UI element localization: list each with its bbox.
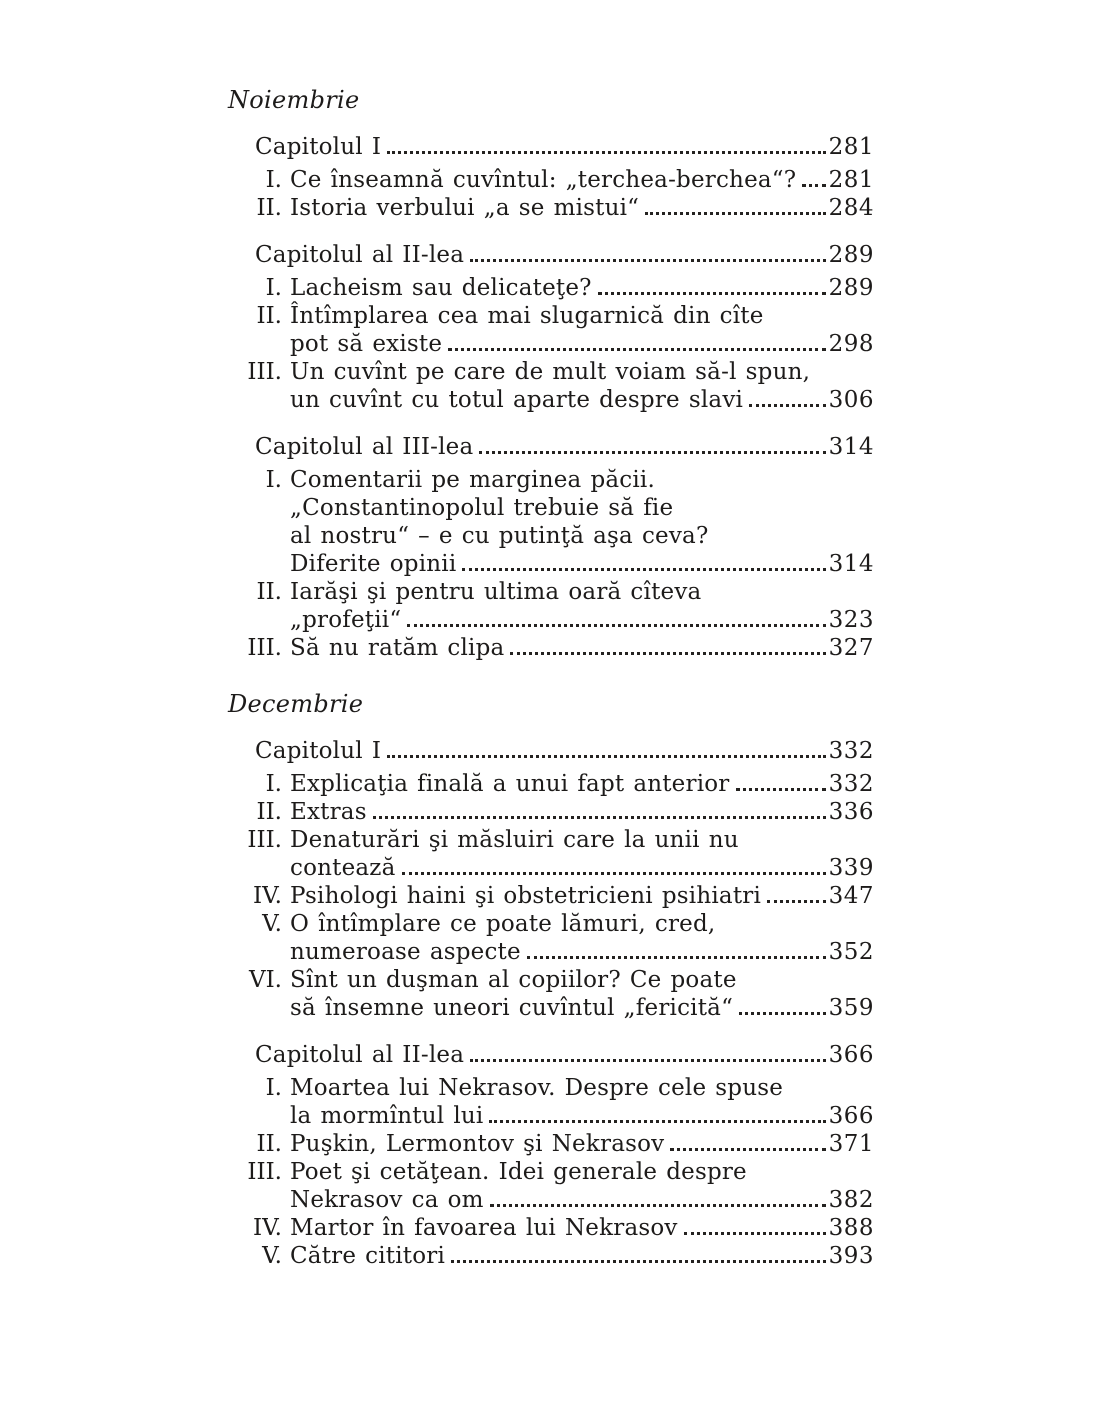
entry-numeral: I. xyxy=(265,467,282,493)
chapter-title: Capitolul al II-lea xyxy=(255,1042,465,1068)
entry-body xyxy=(290,634,874,662)
chapter-row xyxy=(255,133,874,161)
entry-body xyxy=(290,302,874,358)
entry-body xyxy=(290,578,874,634)
chapter-row xyxy=(255,241,874,269)
entry-numeral: V. xyxy=(262,1243,282,1269)
entry-body xyxy=(290,1242,874,1270)
page-number: 388 xyxy=(828,1215,874,1241)
entry-title-text: la mormîntul lui xyxy=(290,1103,484,1129)
page-number: 352 xyxy=(828,939,874,965)
entry-title-line: Poet şi cetăţean. Idei generale despre xyxy=(290,1159,747,1185)
month-heading: Decembrie xyxy=(228,690,364,718)
entry-numeral: IV. xyxy=(253,883,282,909)
entry-body xyxy=(290,882,874,910)
toc-entry xyxy=(228,1130,874,1158)
dot-leader xyxy=(749,386,826,407)
page-number: 336 xyxy=(828,799,874,825)
entry-numeral: III. xyxy=(247,359,282,385)
page-number: 323 xyxy=(828,607,874,633)
toc-entry xyxy=(228,578,874,634)
entry-numeral: II. xyxy=(256,799,282,825)
entry-title-text: Istoria verbului „a se mistui“ xyxy=(290,195,640,221)
dot-leader xyxy=(598,274,826,295)
entry-title-line xyxy=(290,882,874,910)
entry-body xyxy=(290,1214,874,1242)
entry-title-text: Diferite opinii xyxy=(290,551,457,577)
chapter-title: Capitolul I xyxy=(255,134,382,160)
entry-title-line xyxy=(290,854,874,882)
chapter-group xyxy=(228,1041,874,1270)
page-number: 281 xyxy=(828,134,874,160)
toc-entry xyxy=(228,358,874,414)
entry-title-text: contează xyxy=(290,855,396,881)
toc-entry xyxy=(228,1242,874,1270)
chapter-group xyxy=(228,241,874,414)
dot-leader xyxy=(684,1214,826,1235)
entry-numeral: III. xyxy=(247,635,282,661)
entry-body xyxy=(290,466,874,578)
entry-numeral: IV. xyxy=(253,1215,282,1241)
entry-title-text: Psihologi haini şi obstetricieni psihiatri xyxy=(290,883,762,909)
page-number: 366 xyxy=(828,1042,874,1068)
page-number: 284 xyxy=(828,195,874,221)
toc-entry xyxy=(228,302,874,358)
chapter-row xyxy=(255,1041,874,1069)
page-number: 298 xyxy=(828,331,874,357)
toc-entry xyxy=(228,770,874,798)
entry-title-text: Lacheism sau delicateţe? xyxy=(290,275,592,301)
page-number: 371 xyxy=(828,1131,874,1157)
dot-leader xyxy=(802,166,825,187)
entry-numeral: I. xyxy=(265,1075,282,1101)
page-number: 327 xyxy=(828,635,874,661)
entry-numeral: II. xyxy=(256,1131,282,1157)
entry-title-line xyxy=(290,634,874,662)
dot-leader xyxy=(645,194,825,215)
entry-numeral: II. xyxy=(256,579,282,605)
entry-title-text: „profeţii“ xyxy=(290,607,402,633)
entry-title-text: numeroase aspecte xyxy=(290,939,521,965)
entry-title-line xyxy=(290,274,874,302)
entry-title-line: Comentarii pe marginea păcii. xyxy=(290,467,655,493)
entry-title-text: un cuvînt cu totul aparte despre slavi xyxy=(290,387,744,413)
entry-title-line: al nostru“ – e cu putinţă aşa ceva? xyxy=(290,523,709,549)
chapter-title: Capitolul al III-lea xyxy=(255,434,474,460)
entry-body xyxy=(290,274,874,302)
page-number: 332 xyxy=(828,738,874,764)
toc-entry xyxy=(228,166,874,194)
page-number: 306 xyxy=(828,387,874,413)
page-number: 314 xyxy=(828,434,874,460)
entry-title-text: Nekrasov ca om xyxy=(290,1187,484,1213)
entry-body xyxy=(290,1074,874,1130)
toc-entry xyxy=(228,1158,874,1214)
dot-leader xyxy=(736,770,826,791)
dot-leader xyxy=(387,133,825,154)
dot-leader xyxy=(448,330,825,351)
entry-title-text: să însemne uneori cuvîntul „fericită“ xyxy=(290,995,734,1021)
entry-title-line xyxy=(290,938,874,966)
dot-leader xyxy=(387,737,825,758)
month-heading: Noiembrie xyxy=(228,86,360,114)
toc-entry xyxy=(228,466,874,578)
entry-title-text: pot să existe xyxy=(290,331,443,357)
entry-body xyxy=(290,966,874,1022)
entry-body xyxy=(290,1130,874,1158)
dot-leader xyxy=(470,241,825,262)
dot-leader xyxy=(510,634,825,655)
entry-body xyxy=(290,798,874,826)
toc-entry xyxy=(228,910,874,966)
chapter-row xyxy=(255,433,874,461)
page-number: 339 xyxy=(828,855,874,881)
dot-leader xyxy=(373,798,826,819)
entry-title-text: Extras xyxy=(290,799,367,825)
entry-title-text: Puşkin, Lermontov şi Nekrasov xyxy=(290,1131,665,1157)
dot-leader xyxy=(402,854,826,875)
toc-entry xyxy=(228,1214,874,1242)
toc-entry xyxy=(228,966,874,1022)
dot-leader xyxy=(470,1041,825,1062)
entry-title-line xyxy=(290,194,874,222)
entry-title-line xyxy=(290,770,874,798)
entry-title-line: Un cuvînt pe care de mult voiam să-l spun, xyxy=(290,359,811,385)
entry-numeral: II. xyxy=(256,195,282,221)
page-number: 359 xyxy=(828,995,874,1021)
page-number: 366 xyxy=(828,1103,874,1129)
toc-entry xyxy=(228,798,874,826)
entry-title-line: Sînt un duşman al copiilor? Ce poate xyxy=(290,967,737,993)
entry-title-line: Denaturări şi măsluiri care la unii nu xyxy=(290,827,739,853)
dot-leader xyxy=(767,882,826,903)
chapter-title: Capitolul I xyxy=(255,738,382,764)
entry-title-line xyxy=(290,1242,874,1270)
entry-numeral: III. xyxy=(247,1159,282,1185)
entry-numeral: I. xyxy=(265,167,282,193)
entry-title-text: Ce înseamnă cuvîntul: „terchea-berchea“? xyxy=(290,167,797,193)
toc-entry xyxy=(228,882,874,910)
entry-title-line: Iarăşi şi pentru ultima oară cîteva xyxy=(290,579,702,605)
toc xyxy=(228,86,874,1270)
entry-body xyxy=(290,826,874,882)
chapter-title: Capitolul al II-lea xyxy=(255,242,465,268)
dot-leader xyxy=(739,994,826,1015)
entry-body xyxy=(290,770,874,798)
entry-title-text: Către cititori xyxy=(290,1243,446,1269)
page-number: 382 xyxy=(828,1187,874,1213)
entry-body xyxy=(290,194,874,222)
entry-title-line: O întîmplare ce poate lămuri, cred, xyxy=(290,911,716,937)
page-number: 332 xyxy=(828,771,874,797)
entry-title-line xyxy=(290,1130,874,1158)
entry-title-line: „Constantinopolul trebuie să fie xyxy=(290,495,674,521)
dot-leader xyxy=(479,433,825,454)
dot-leader xyxy=(490,1186,826,1207)
entry-numeral: VI. xyxy=(248,967,282,993)
entry-numeral: III. xyxy=(247,827,282,853)
chapter-group xyxy=(228,133,874,222)
entry-title-line xyxy=(290,386,874,414)
dot-leader xyxy=(451,1242,826,1263)
page-number: 393 xyxy=(828,1243,874,1269)
entry-title-text: Martor în favoarea lui Nekrasov xyxy=(290,1215,678,1241)
entry-numeral: II. xyxy=(256,303,282,329)
entry-body xyxy=(290,166,874,194)
page-number: 281 xyxy=(828,167,874,193)
dot-leader xyxy=(407,606,825,627)
entry-body xyxy=(290,358,874,414)
entry-numeral: I. xyxy=(265,771,282,797)
entry-title-line xyxy=(290,606,874,634)
toc-entry xyxy=(228,274,874,302)
chapter-group xyxy=(228,737,874,1022)
toc-entry xyxy=(228,1074,874,1130)
entry-numeral: I. xyxy=(265,275,282,301)
entry-title-text: Să nu ratăm clipa xyxy=(290,635,505,661)
entry-title-text: Explicaţia finală a unui fapt anterior xyxy=(290,771,730,797)
dot-leader xyxy=(462,550,825,571)
entry-title-line xyxy=(290,550,874,578)
entry-title-line xyxy=(290,1186,874,1214)
toc-entry xyxy=(228,634,874,662)
entry-body xyxy=(290,910,874,966)
entry-title-line xyxy=(290,1214,874,1242)
toc-entry xyxy=(228,826,874,882)
entry-numeral: V. xyxy=(262,911,282,937)
page-number: 314 xyxy=(828,551,874,577)
chapter-row xyxy=(255,737,874,765)
toc-entry xyxy=(228,194,874,222)
dot-leader xyxy=(527,938,826,959)
dot-leader xyxy=(670,1130,825,1151)
entry-title-line xyxy=(290,798,874,826)
entry-title-line xyxy=(290,330,874,358)
chapter-group xyxy=(228,433,874,662)
dot-leader xyxy=(489,1102,825,1123)
page-number: 289 xyxy=(828,242,874,268)
page-number: 289 xyxy=(828,275,874,301)
entry-title-line: Întîmplarea cea mai slugarnică din cîte xyxy=(290,303,764,329)
page-number: 347 xyxy=(828,883,874,909)
entry-title-line xyxy=(290,994,874,1022)
entry-title-line xyxy=(290,166,874,194)
entry-body xyxy=(290,1158,874,1214)
entry-title-line xyxy=(290,1102,874,1130)
entry-title-line: Moartea lui Nekrasov. Despre cele spuse xyxy=(290,1075,784,1101)
